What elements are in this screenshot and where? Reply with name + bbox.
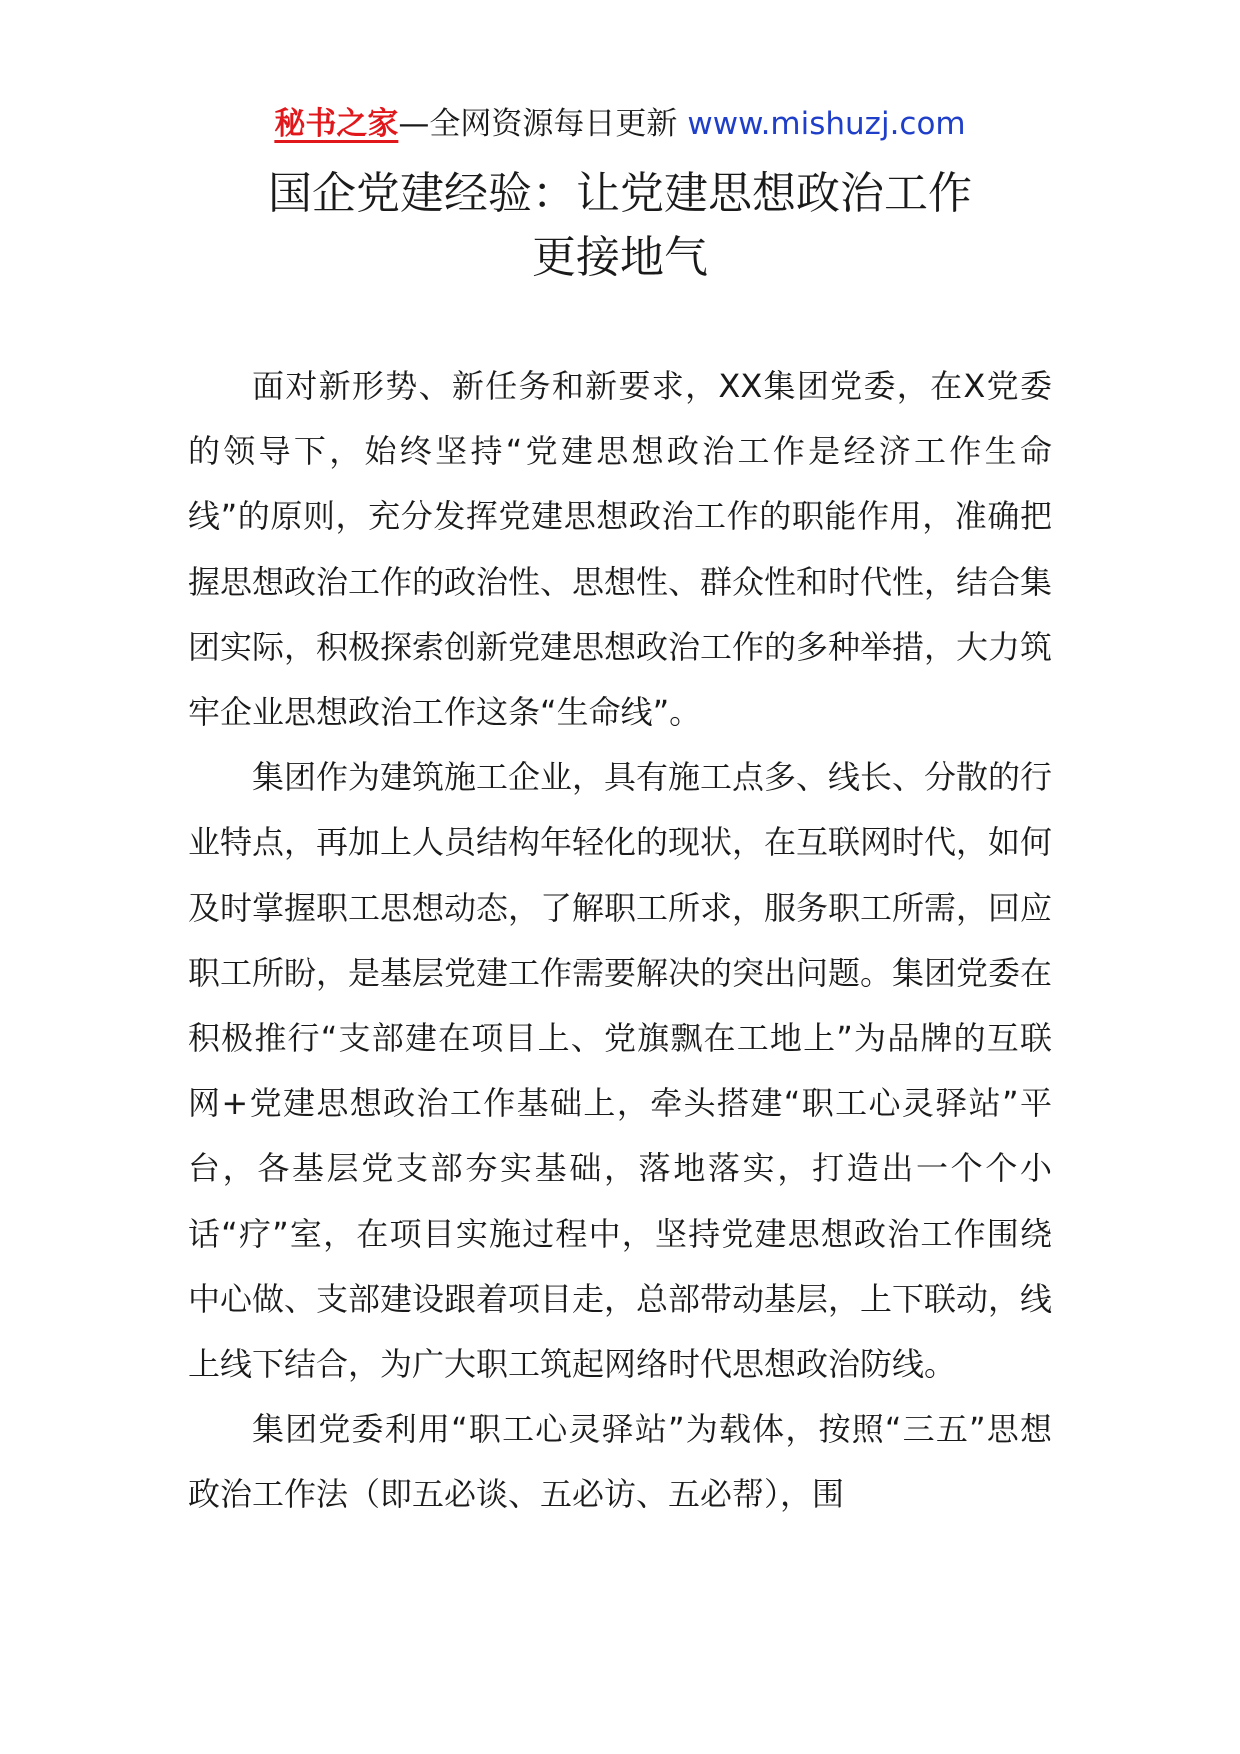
paragraph-3: 集团党委利用“职工心灵驿站”为载体，按照“三五”思想政治工作法（即五必谈、五必访、五必帮），围: [188, 1410, 1052, 1514]
document-body: [188, 354, 1052, 1528]
site-header: [0, 100, 1240, 148]
document-title: [0, 162, 1240, 290]
header-tagline: —全网资源每日更新: [398, 106, 678, 142]
site-url-link[interactable]: www.mishuzj.com: [687, 106, 966, 142]
brand-link[interactable]: 秘书之家: [274, 106, 399, 142]
title-line-2: 更接地气: [532, 232, 708, 283]
paragraph-1: 面对新形势、新任务和新要求，XX集团党委，在X党委的领导下，始终坚持“党建思想政治工作是经济工作生命线”的原则，充分发挥党建思想政治工作的职能作用，准确把握思想政治工作的政治性、思想性、群众性和时代性，结合集团实际，积极探索创新党建思想政治工作的多种举措，大力筑牢企业思想政治工作这条“生命线”。: [188, 367, 1053, 732]
title-line-1: 国企党建经验：让党建思想政治工作: [268, 168, 972, 219]
paragraph-2: 集团作为建筑施工企业，具有施工点多、线长、分散的行业特点，再加上人员结构年轻化的现状，在互联网时代，如何及时掌握职工思想动态，了解职工所求，服务职工所需，回应职工所盼，是基层党建工作需要解决的突出问题。集团党委在积极推行“支部建在项目上、党旗飘在工地上”为品牌的互联网+党建思想政治工作基础上，牵头搭建“职工心灵驿站”平台，各基层党支部夯实基础，落地落实，打造出一个个小话“疗”室，在项目实施过程中，坚持党建思想政治工作围绕中心做、支部建设跟着项目走，总部带动基层，上下联动，线上线下结合，为广大职工筑起网络时代思想政治防线。: [188, 758, 1053, 1384]
